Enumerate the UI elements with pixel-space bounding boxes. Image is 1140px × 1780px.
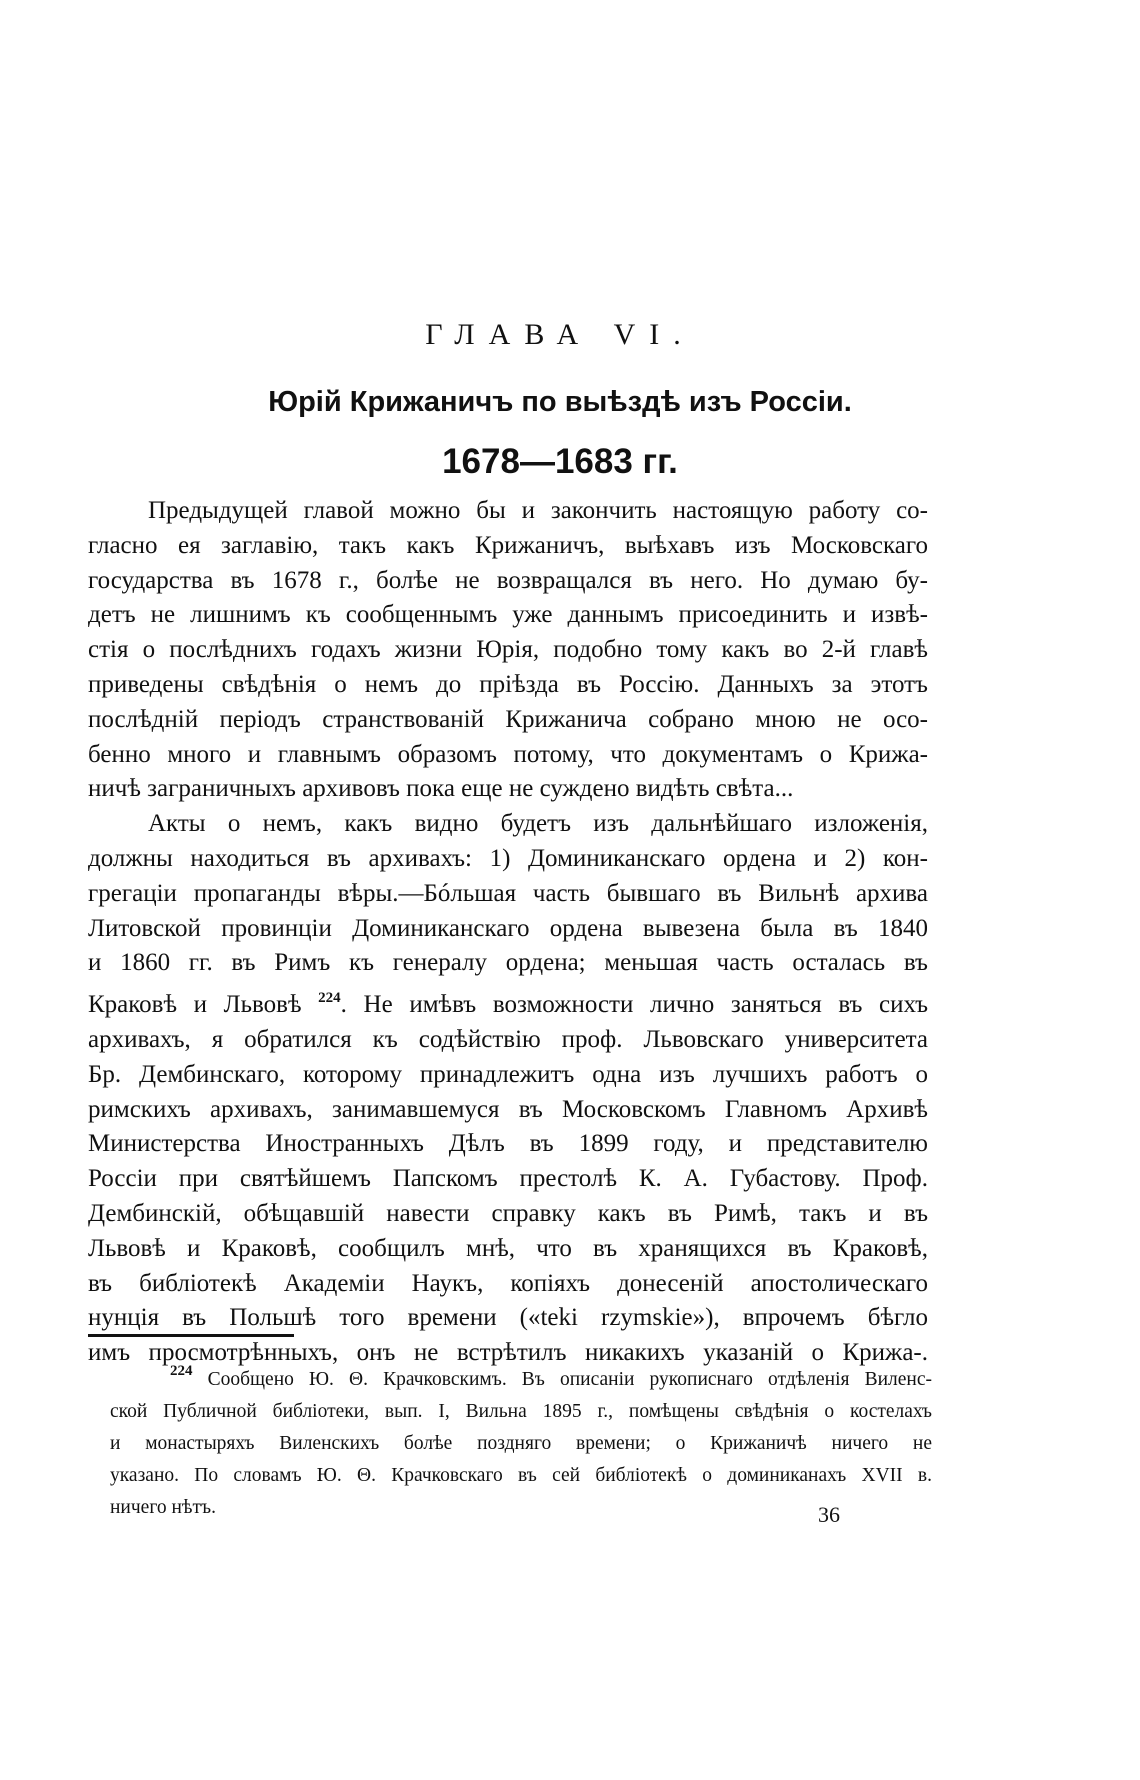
text-fragment: Краковѣ и Львовѣ [88,991,302,1019]
text-line: Бр. Дембинскаго, которому принадлежитъ одна изъ лучшихъ работъ о [88,1060,928,1088]
footnote-line: ничего нѣтъ. [110,1497,216,1518]
chapter-years: 1678—1683 гг. [442,442,678,481]
footnote-ref-mark: 224 [318,990,341,1007]
footnote-line: и монастыряхъ Виленскихъ болѣе поздняго времени; о Крижаничѣ ничего не [110,1433,932,1454]
text-line: Акты о немъ, какъ видно будетъ изъ дальнѣйшаго изложенія, [148,810,928,838]
text-line: Литовской провинціи Доминиканскаго ордена вывезена была въ 1840 [88,914,928,942]
footnote-line: указано. По словамъ Ю. Θ. Крачковскаго въ сей библіотекѣ о доминиканахъ XVII в. [110,1465,932,1486]
text-line: грегаціи пропаганды вѣры.—Бóльшая часть бывшаго въ Вильнѣ архива [88,879,928,907]
footnote-line [110,1355,932,1396]
chapter-heading: ГЛАВА VI. [425,318,695,351]
text-line: нунція въ Польшѣ того времени («teki rzymskie»), впрочемъ бѣгло [88,1304,928,1332]
text-line: стія о послѣднихъ годахъ жизни Юрія, подобно тому какъ во 2-й главѣ [88,636,928,664]
footnote [110,1355,932,1524]
text-line: Львовѣ и Краковѣ, сообщилъ мнѣ, что въ хранящихся въ Краковѣ, [88,1234,928,1262]
text-line: Министерства Иностранныхъ Дѣлъ въ 1899 году, и представителю [88,1130,928,1158]
text-line: ничѣ заграничныхъ архивовъ пока еще не суждено видѣть свѣта... [88,775,794,803]
text-line: имъ просмотрѣнныхъ, онъ не встрѣтилъ никакихъ указаній о Крижа-. [88,1339,928,1367]
text-line: приведены свѣдѣнія о немъ до пріѣзда въ Россію. Данныхъ за этотъ [88,670,928,698]
text-line: и 1860 гг. въ Римъ къ генералу ордена; меньшая часть осталась въ [88,949,928,977]
text-line: въ библіотекѣ Академіи Наукъ, копіяхъ донесеній апостолическаго [88,1269,928,1297]
text-line: должны находиться въ архивахъ: 1) Доминиканскаго ордена и 2) кон- [88,844,928,872]
footnote-line: ской Публичной библіотеки, вып. I, Вильна 1895 г., помѣщены свѣдѣнія о костелахъ [110,1401,932,1422]
text-line: римскихъ архивахъ, занимавшемуся въ Московскомъ Главномъ Архивѣ [88,1095,928,1123]
text-line: Предыдущей главой можно бы и закончить настоящую работу со- [148,497,928,524]
footnote-divider [88,1334,294,1337]
text-line-with-footnote-ref [88,981,928,1023]
text-line: государства въ 1678 г., болѣе не возвращался въ него. Но думаю бу- [88,566,928,594]
text-line: Россіи при святѣйшемъ Папскомъ престолѣ К. А. Губастову. Проф. [88,1165,928,1193]
text-line: детъ не лишнимъ къ сообщеннымъ уже даннымъ присоединить и извѣ- [88,601,928,629]
text-line: бенно много и главнымъ образомъ потому, что документамъ о Крижа- [88,740,928,768]
footnote-mark: 224 [170,1363,193,1379]
page-number: 36 [818,1502,840,1527]
text-line: послѣдній періодъ странствованій Крижанича собрано мною не осо- [88,705,928,733]
text-line: гласно ея заглавію, такъ какъ Крижаничъ, выѣхавъ изъ Московскаго [88,531,928,559]
main-text [88,494,928,1371]
text-line: Дембинскій, обѣщавшій навести справку какъ въ Римѣ, такъ и въ [88,1199,928,1227]
text-line: архивахъ, я обратился къ содѣйствію проф. Львовскаго университета [88,1025,928,1053]
text-fragment: . Не имѣвъ возможности лично заняться въ сихъ [340,991,929,1019]
footnote-text: Сообщено Ю. Θ. Крачковскимъ. Въ описаніи рукописнаго отдѣленія Виленс- [192,1369,932,1390]
chapter-title: Юрій Крижаничъ по выѣздѣ изъ Россіи. [268,386,852,418]
